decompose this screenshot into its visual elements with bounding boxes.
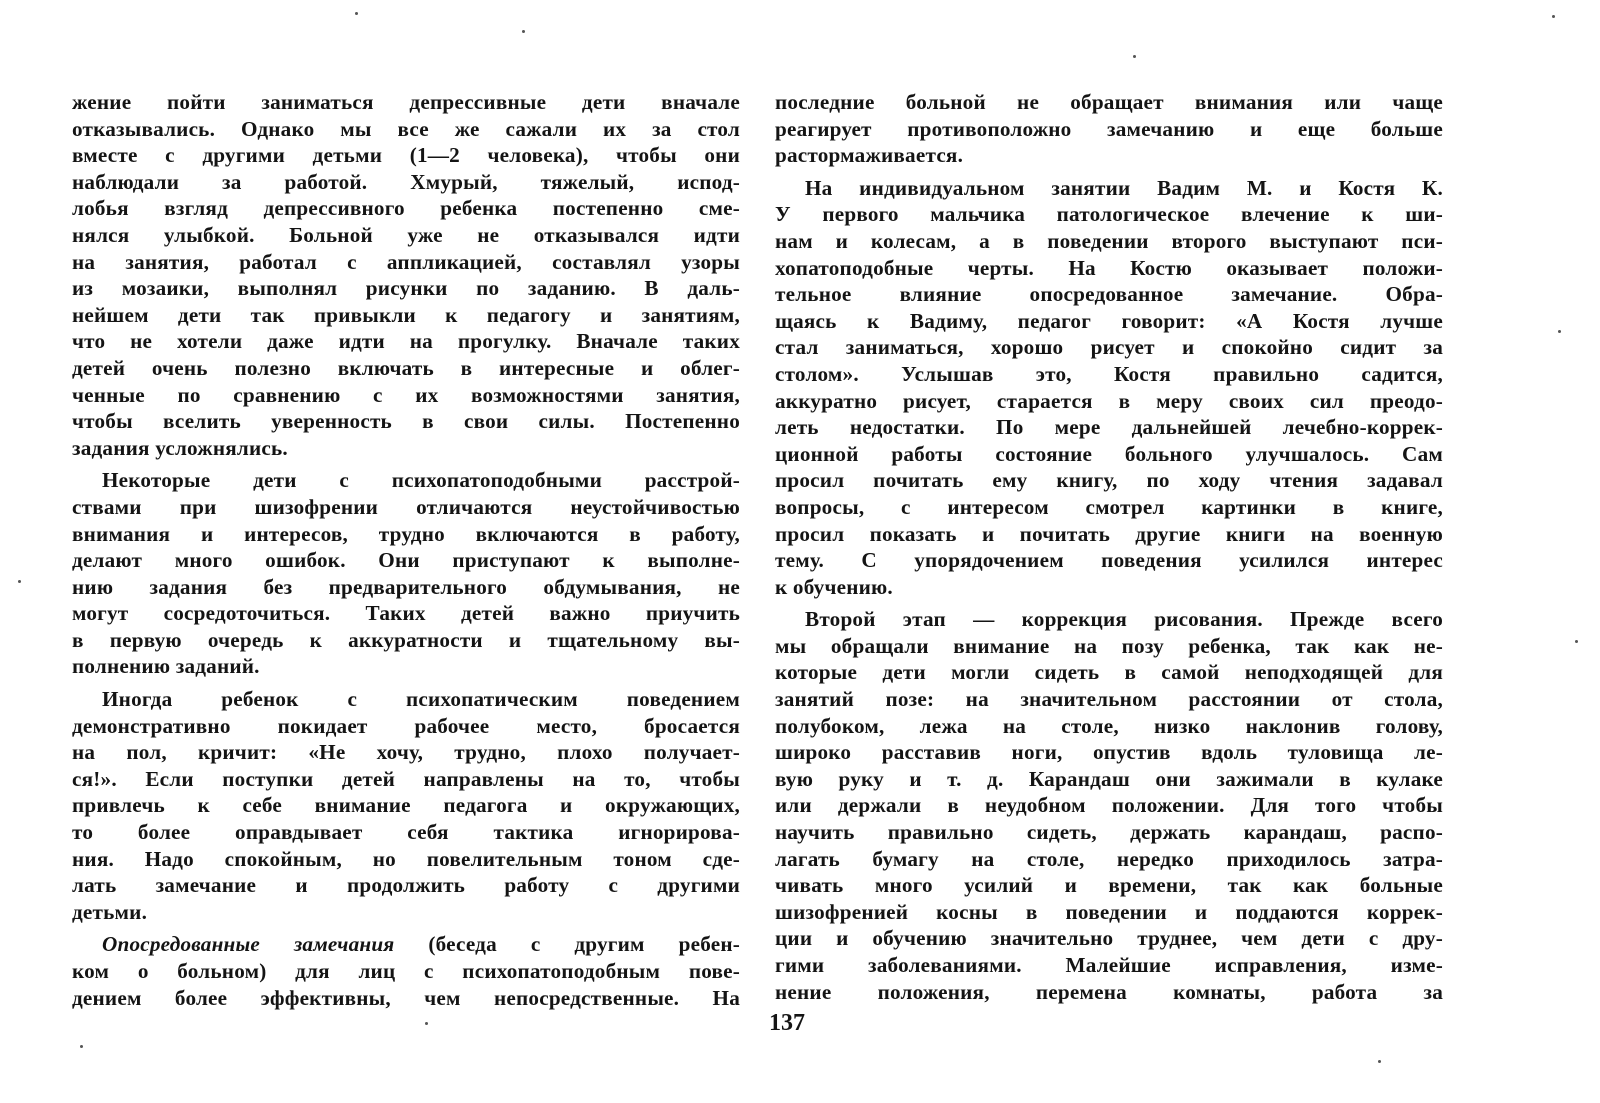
page-number: 137 xyxy=(769,1010,805,1036)
text-line: чтобы вселить уверенность в свои силы. Постепенно xyxy=(72,409,740,434)
text-line: полубоком, лежа на столе, низко наклонив голову, xyxy=(775,713,1443,738)
text-line: лать замечание и продолжить работу с другими xyxy=(72,873,740,898)
text-line: нение положения, перемена комнаты, работа за xyxy=(775,979,1443,1004)
left-column xyxy=(72,89,740,1011)
text-line: ченные по сравнению с их возможностями занятия, xyxy=(72,382,740,407)
text-line: задания усложнялись. xyxy=(72,435,288,460)
text-line: которые дети могли сидеть в самой неподходящей для xyxy=(775,660,1443,685)
text-line: занятий позе: на значительном расстоянии от стола, xyxy=(775,687,1443,712)
text-line: на занятия, работал с аппликацией, составлял узоры xyxy=(72,249,740,274)
text-line: просил показать и почитать другие книги на военную xyxy=(775,521,1443,546)
text-line: ния. Надо спокойным, но повелительным тоном сде- xyxy=(72,846,740,871)
text-line: нам и колесам, а в поведении второго выступают пси- xyxy=(775,228,1443,253)
text-line: Некоторые дети с психопатоподобными расстрой- xyxy=(102,468,740,493)
text-line: последние больной не обращает внимания или чаще xyxy=(775,90,1443,114)
text-line: чивать много усилий и времени, так как больные xyxy=(775,873,1443,898)
text-line: растормаживается. xyxy=(775,143,964,168)
text-line: делают много ошибок. Они приступают к выполне- xyxy=(72,548,740,573)
scan-speck xyxy=(1378,1060,1381,1063)
text-line xyxy=(72,931,740,958)
text-line: что не хотели даже идти на прогулку. Вначале таких xyxy=(72,329,740,354)
text-line: просил почитать ему книгу, по ходу чтения задавал xyxy=(775,468,1443,493)
text-line: ся!». Если поступки детей направлены на то, чтобы xyxy=(72,766,740,791)
text-line: демонстративно покидает рабочее место, бросается xyxy=(72,713,740,738)
text-line: или держали в неудобном положении. Для того чтобы xyxy=(775,793,1443,818)
text-line: ствами при шизофрении отличаются неустойчивостью xyxy=(72,494,740,519)
text-line: аккуратно рисует, старается в меру своих сил преодо- xyxy=(775,388,1443,413)
scan-speck xyxy=(1575,640,1578,643)
text-line: внимания и интересов, трудно включаются в работу, xyxy=(72,521,740,546)
text-line: к обучению. xyxy=(775,574,893,599)
scan-speck xyxy=(80,1045,83,1048)
text-line: вопросы, с интересом смотрел картинки в книге, xyxy=(775,494,1443,519)
text-line: детьми. xyxy=(72,899,148,924)
text-line: реагирует противоположно замечанию и еще больше xyxy=(775,116,1443,141)
text-line: тему. С упорядочением поведения усилился интерес xyxy=(775,548,1443,573)
text-line: ком о больном) для лиц с психопатоподобным пове- xyxy=(72,959,740,983)
text-line: научить правильно сидеть, держать карандаш, распо- xyxy=(775,820,1443,845)
text-line: мы обращали внимание на позу ребенка, так как не- xyxy=(775,633,1443,658)
text-line: то более оправдывает себя тактика игнорирова- xyxy=(72,820,740,845)
text-line: из мозаики, выполнял рисунки по заданию. В даль- xyxy=(72,276,740,301)
scan-speck xyxy=(522,30,525,33)
text-line: Иногда ребенок с психопатическим поведением xyxy=(102,687,740,712)
text-line: жение пойти заниматься депрессивные дети вначале xyxy=(72,90,740,114)
text-line: столом». Услышав это, Костя правильно садится, xyxy=(775,361,1443,386)
text-fragment: (беседа с другим ребен- xyxy=(394,932,740,957)
text-line: ции и обучению значительно труднее, чем дети с дру- xyxy=(775,926,1443,951)
text-line: лагать бумагу на столе, нередко приходилось затра- xyxy=(775,846,1443,871)
text-line: ционной работы состояние больного улучшалось. Сам xyxy=(775,441,1443,466)
scan-speck xyxy=(1133,55,1136,58)
text-line: нейшем дети так привыкли к педагогу и занятиям, xyxy=(72,302,740,327)
scan-speck xyxy=(1558,330,1561,333)
text-line: щаясь к Вадиму, педагог говорит: «А Костя лучше xyxy=(775,308,1443,333)
text-line: На индивидуальном занятии Вадим М. и Костя К. xyxy=(805,175,1443,200)
scan-speck xyxy=(355,12,358,15)
text-line: дением более эффективны, чем непосредственные. На xyxy=(72,985,740,1010)
right-column xyxy=(775,89,1443,1005)
text-line: стал заниматься, хорошо рисует и спокойно сидит за xyxy=(775,335,1443,360)
text-line: нию задания без предварительного обдумывания, не xyxy=(72,574,740,599)
text-line: У первого мальчика патологическое влечение к ши- xyxy=(775,202,1443,227)
text-line: шизофренией косны в поведении и поддаются коррек- xyxy=(775,899,1443,924)
text-line: Второй этап — коррекция рисования. Прежде всего xyxy=(805,607,1443,632)
text-line: тельное влияние опосредованное замечание. Обра- xyxy=(775,282,1443,307)
text-line: широко расставив ноги, опустив вдоль туловища ле- xyxy=(775,740,1443,765)
text-line: полнению заданий. xyxy=(72,654,260,679)
text-line: лобья взгляд депрессивного ребенка постепенно сме- xyxy=(72,196,740,221)
text-line: детей очень полезно включать в интересные и облег- xyxy=(72,355,740,380)
text-line: вую руку и т. д. Карандаш они зажимали в кулаке xyxy=(775,766,1443,791)
text-line: хопатоподобные черты. На Костю оказывает положи- xyxy=(775,255,1443,280)
text-line: отказывались. Однако мы все же сажали их за стол xyxy=(72,116,740,141)
text-line: леть недостатки. По мере дальнейшей лечебно-коррек- xyxy=(775,415,1443,440)
text-line: могут сосредоточиться. Таких детей важно приучить xyxy=(72,601,740,626)
scan-speck xyxy=(425,1022,428,1025)
text-line: наблюдали за работой. Хмурый, тяжелый, испод- xyxy=(72,169,740,194)
scan-speck xyxy=(1552,15,1555,18)
text-line: гими заболеваниями. Малейшие исправления, изме- xyxy=(775,953,1443,977)
text-line: в первую очередь к аккуратности и тщательному вы- xyxy=(72,627,740,652)
text-line: привлечь к себе внимание педагога и окружающих, xyxy=(72,793,740,818)
text-line: нялся улыбкой. Больной уже не отказывался идти xyxy=(72,222,740,247)
text-line: вместе с другими детьми (1—2 человека), чтобы они xyxy=(72,143,740,168)
scan-speck xyxy=(18,580,21,583)
italic-term: Опосредованные замечания xyxy=(102,932,395,957)
text-line: на пол, кричит: «Не хочу, трудно, плохо получает- xyxy=(72,740,740,765)
